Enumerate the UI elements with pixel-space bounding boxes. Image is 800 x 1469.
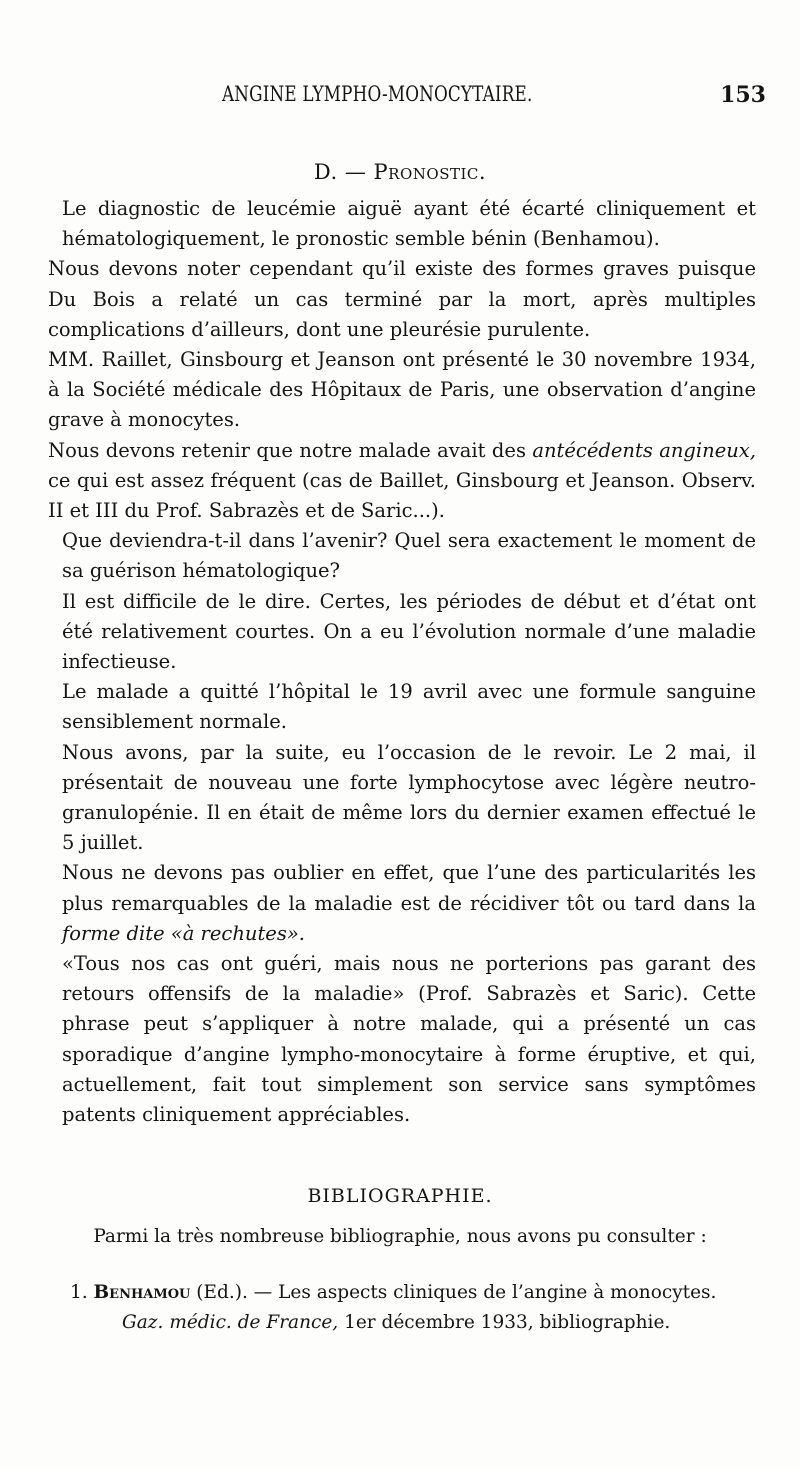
page-number: 153 — [720, 82, 766, 108]
paragraph-10: «Tous nos cas ont guéri, mais nous ne porterions pas garant des retours offensifs de la maladie» (Prof. Sabrazès et Saric). Cette phrase peut s’appliquer à notre malade, qui a présenté un cas sporadique d’angine lympho-monocytaire à forme éruptive, et qui, actuellement, fait tout simplement son service sans symptômes patents cliniquement appréciables. — [62, 952, 756, 1127]
paragraph-6: Il est difficile de le dire. Certes, les périodes de début et d’état ont été relativement courtes. On a eu l’évolution normale d’une maladie infectieuse. — [62, 589, 756, 674]
bibliography-heading: BIBLIOGRAPHIE. — [307, 1185, 493, 1207]
paragraph-2: Nous devons noter cependant qu’il existe des formes graves puisque Du Bois a relaté un cas terminé par la mort, après multiples complications d’ailleurs, dont une pleurésie purulente. — [48, 257, 756, 341]
bibliography-intro: Parmi la très nombreuse bibliographie, nous avons pu consulter : — [93, 1226, 707, 1247]
section-heading: Pronostic. — [373, 160, 487, 184]
entry-author: Benhamou — [93, 1282, 191, 1303]
paragraph-1: Le diagnostic de leucémie aiguë ayant été écarté cliniquement et hématologiquement, le pronostic semble bénin (Benhamou). — [62, 197, 756, 251]
body-text — [40, 194, 770, 1130]
entry-source — [70, 1308, 770, 1338]
paragraph-8: Nous avons, par la suite, eu l’occasion de le revoir. Le 2 mai, il présentait de nouveau une forte lymphocytose avec légère neutro-granulopénie. Il en était de même lors du dernier examen effectué le 5 juillet. — [62, 740, 756, 855]
running-header — [0, 82, 800, 112]
paragraph-4 — [40, 436, 770, 527]
running-title: ANGINE LYMPHO-MONOCYTAIRE. — [222, 82, 533, 106]
paragraph-9 — [40, 858, 770, 949]
entry-title: (Ed.). — Les aspects cliniques de l’angine à monocytes. — [190, 1282, 717, 1303]
paragraph-9-start: Nous ne devons pas oublier en effet, que l’une des particularités les plus remarquables de la maladie est de récidiver tôt ou tard dans la — [62, 861, 756, 915]
paragraph-3: MM. Raillet, Ginsbourg et Jeanson ont présenté le 30 novembre 1934, à la Société médicale des Hôpitaux de Paris, une observation d’angine grave à monocytes. — [48, 348, 756, 432]
paragraph-9-emphasis: forme dite «à rechutes». — [62, 921, 305, 945]
paragraph-4-start: Nous devons retenir que notre malade avait des — [48, 438, 533, 462]
entry-date: 1er décembre 1933, bibliographie. — [338, 1312, 671, 1333]
paragraph-7: Le malade a quitté l’hôpital le 19 avril avec une formule sanguine sensiblement normale. — [62, 680, 756, 734]
entry-journal: Gaz. médic. de France, — [122, 1312, 339, 1333]
entry-number: 1. — [70, 1282, 88, 1303]
paragraph-4-emphasis: antécédents angineux, — [532, 438, 756, 462]
section-letter: D. — — [313, 160, 374, 184]
paragraph-4-end: ce qui est assez fréquent (cas de Baillet, Ginsbourg et Jeanson. Observ. II et III du Prof. Sabrazès et de Saric...). — [48, 468, 756, 523]
bibliography-entry — [70, 1278, 770, 1338]
section-title — [0, 160, 800, 184]
paragraph-5: Que deviendra-t-il dans l’avenir? Quel sera exactement le moment de sa guérison hématologique? — [62, 529, 756, 583]
